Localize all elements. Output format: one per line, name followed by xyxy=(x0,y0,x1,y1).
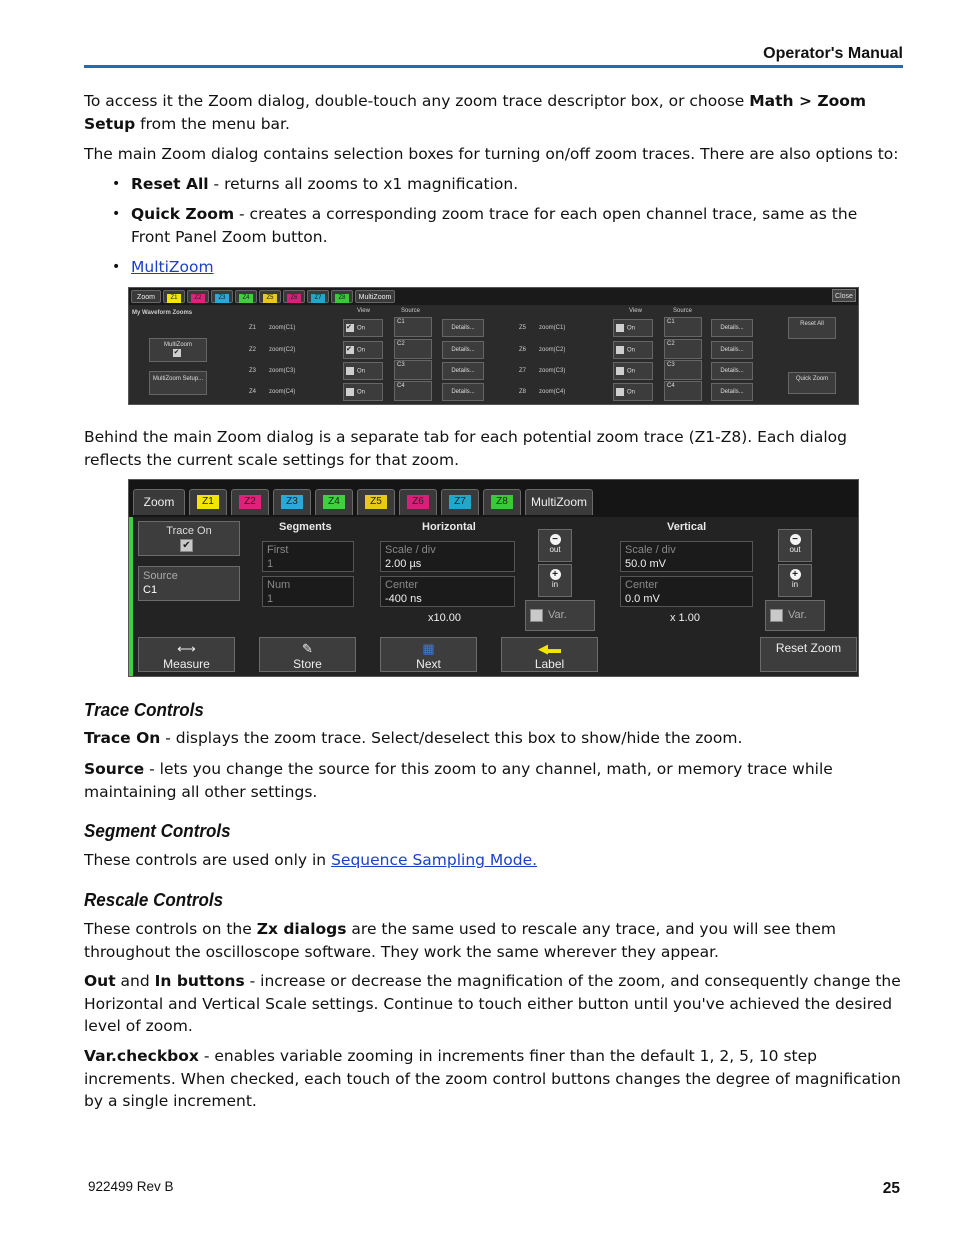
z5-details-button[interactable]: Details... xyxy=(711,319,753,337)
check-icon: ✔ xyxy=(173,349,180,356)
row-z1-label: Z1 xyxy=(249,325,257,331)
check-icon: ✔ xyxy=(180,539,193,552)
vertical-in-button[interactable]: + in xyxy=(778,564,812,597)
row-z7-name: zoom(C3) xyxy=(539,368,566,374)
source-field[interactable]: Source C1 xyxy=(138,566,240,601)
z3-details-button[interactable]: Details... xyxy=(442,362,484,380)
multizoom-link[interactable]: MultiZoom xyxy=(131,258,214,276)
vertical-out-button[interactable]: − out xyxy=(778,529,812,562)
z4-on-checkbox[interactable]: On xyxy=(343,383,383,401)
z5-source-field[interactable]: C1 xyxy=(664,317,702,337)
trace-controls-heading: Trace Controls xyxy=(84,699,204,720)
tab-z1[interactable]: Z1 xyxy=(163,290,185,303)
store-button[interactable]: ✎ Store xyxy=(259,637,356,672)
intro-paragraph-2: The main Zoom dialog contains selection boxes for turning on/off zoom traces. There are also options to: xyxy=(84,145,899,163)
vertical-heading: Vertical xyxy=(667,521,707,533)
z7-source-field[interactable]: C3 xyxy=(664,360,702,380)
manual-title: Operator's Manual xyxy=(763,45,903,62)
quick-zoom-button[interactable]: Quick Zoom xyxy=(788,372,836,394)
tab-z8[interactable]: Z8 xyxy=(483,489,521,515)
page-header xyxy=(84,45,903,65)
tab-z6[interactable]: Z6 xyxy=(283,290,305,303)
measure-icon: ⟷ xyxy=(177,641,196,656)
z8-source-field[interactable]: C4 xyxy=(664,381,702,401)
num-field[interactable]: Num 1 xyxy=(262,576,354,607)
tab-z2[interactable]: Z2 xyxy=(231,489,269,515)
col-source-right: Source xyxy=(673,308,693,314)
z3-on-checkbox[interactable]: On xyxy=(343,362,383,380)
tab-z4[interactable]: Z4 xyxy=(315,489,353,515)
row-z4-label: Z4 xyxy=(249,389,257,395)
horizontal-out-button[interactable]: − out xyxy=(538,529,572,562)
trace-on-paragraph: Trace On - displays the zoom trace. Select/deselect this box to show/hide the zoom. xyxy=(84,729,743,747)
row-z8-label: Z8 xyxy=(519,389,527,395)
multizoom-button[interactable]: MultiZoom ✔ xyxy=(149,338,207,362)
header-rule xyxy=(84,65,903,68)
label-icon: ◀▬ xyxy=(538,641,561,656)
out-in-paragraph: Out and In buttons - increase or decrease the magnification of the zoom, and consequently change the Horizontal and Vertical Scale settings. Continue to touch either button until you've achieved the desired level of zoom. xyxy=(84,972,901,1035)
middle-paragraph: Behind the main Zoom dialog is a separate tab for each potential zoom trace (Z1-Z8). Each dialog reflects the current scale settings for that zoom. xyxy=(84,428,847,469)
doc-number: 922499 Rev B xyxy=(88,1179,174,1194)
row-z5-label: Z5 xyxy=(519,325,527,331)
z2-details-button[interactable]: Details... xyxy=(442,341,484,359)
vertical-var-checkbox[interactable]: Var. xyxy=(765,600,825,631)
horizontal-multiplier: x10.00 xyxy=(428,612,462,624)
zoom-dialog-screenshot xyxy=(128,287,859,405)
tab-z7[interactable]: Z7 xyxy=(441,489,479,515)
z3-source-field[interactable]: C3 xyxy=(394,360,432,380)
store-icon: ✎ xyxy=(302,641,313,656)
next-icon: ▦ xyxy=(422,641,435,656)
z6-source-field[interactable]: C2 xyxy=(664,339,702,359)
trace-on-checkbox[interactable]: Trace On ✔ xyxy=(138,521,240,556)
z2-source-field[interactable]: C2 xyxy=(394,339,432,359)
rescale-controls-heading: Rescale Controls xyxy=(84,889,224,910)
page-number: 25 xyxy=(882,1180,900,1197)
vertical-center-field[interactable]: Center 0.0 mV xyxy=(620,576,753,607)
z8-on-checkbox[interactable]: On xyxy=(613,383,653,401)
zoom-in-icon: + xyxy=(790,569,801,580)
horizontal-center-field[interactable]: Center -400 ns xyxy=(380,576,515,607)
horizontal-in-button[interactable]: + in xyxy=(538,564,572,597)
row-z5-name: zoom(C1) xyxy=(539,325,566,331)
z2-on-checkbox[interactable]: ✔ On xyxy=(343,341,383,359)
row-z2-name: zoom(C2) xyxy=(269,347,296,353)
segment-controls-heading: Segment Controls xyxy=(84,820,231,841)
tab-z3[interactable]: Z3 xyxy=(211,290,233,303)
row-z6-label: Z6 xyxy=(519,347,527,353)
row-z4-name: zoom(C4) xyxy=(269,389,296,395)
zoom-out-icon: − xyxy=(550,534,561,545)
tab-z5[interactable]: Z5 xyxy=(357,489,395,515)
z5-on-checkbox[interactable]: On xyxy=(613,319,653,337)
z6-details-button[interactable]: Details... xyxy=(711,341,753,359)
next-button[interactable]: ▦ Next xyxy=(380,637,477,672)
tab-multizoom[interactable]: MultiZoom xyxy=(525,489,593,515)
source-paragraph: Source - lets you change the source for this zoom to any channel, math, or memory trace while maintaining all other settings. xyxy=(84,760,833,801)
z1-on-checkbox[interactable]: ✔ On xyxy=(343,319,383,337)
z4-details-button[interactable]: Details... xyxy=(442,383,484,401)
row-z1-name: zoom(C1) xyxy=(269,325,296,331)
tab-z6[interactable]: Z6 xyxy=(399,489,437,515)
bullet-dot: • xyxy=(112,206,121,222)
horizontal-scale-field[interactable]: Scale / div 2.00 µs xyxy=(380,541,515,572)
section-label: My Waveform Zooms xyxy=(132,310,193,316)
first-field[interactable]: First 1 xyxy=(262,541,354,572)
sequence-sampling-link[interactable]: Sequence Sampling Mode. xyxy=(331,851,538,869)
bullet-dot: • xyxy=(112,176,121,192)
horizontal-var-checkbox[interactable]: Var. xyxy=(525,600,595,631)
tab-accent-strip xyxy=(129,517,133,677)
zoom-in-icon: + xyxy=(550,569,561,580)
z1-source-field[interactable]: C1 xyxy=(394,317,432,337)
tab-z3[interactable]: Z3 xyxy=(273,489,311,515)
segments-heading: Segments xyxy=(279,521,332,533)
row-z6-name: zoom(C2) xyxy=(539,347,566,353)
z7-details-button[interactable]: Details... xyxy=(711,362,753,380)
close-button[interactable]: Close xyxy=(832,289,856,302)
multizoom-setup-button[interactable]: MultiZoom Setup... xyxy=(149,371,207,395)
col-view-right: View xyxy=(629,308,642,314)
z4-source-field[interactable]: C4 xyxy=(394,381,432,401)
row-z3-name: zoom(C3) xyxy=(269,368,296,374)
col-source-left: Source xyxy=(401,308,421,314)
bullet-dot: • xyxy=(112,259,121,275)
zoom-out-icon: − xyxy=(790,534,801,545)
z6-on-checkbox[interactable]: On xyxy=(613,341,653,359)
measure-button[interactable]: ⟷ Measure xyxy=(138,637,235,672)
reset-all-button[interactable]: Reset All xyxy=(788,317,836,339)
checkbox-icon xyxy=(770,609,783,622)
tab-multizoom[interactable]: MultiZoom xyxy=(355,290,395,303)
reset-zoom-button[interactable]: Reset Zoom xyxy=(760,637,857,672)
tab-z1[interactable]: Z1 xyxy=(189,489,227,515)
label-button[interactable]: ◀▬ Label xyxy=(501,637,598,672)
z7-on-checkbox[interactable]: On xyxy=(613,362,653,380)
tab-z2[interactable]: Z2 xyxy=(187,290,209,303)
row-z2-label: Z2 xyxy=(249,347,257,353)
vertical-scale-field[interactable]: Scale / div 50.0 mV xyxy=(620,541,753,572)
zx-dialog-screenshot xyxy=(128,479,859,677)
var-paragraph: Var.checkbox - enables variable zooming in increments finer than the default 1, 2, 5, 10 step increments. When checked, each touch of the zoom control buttons changes the degree of magnification by a single increment. xyxy=(84,1047,901,1110)
horizontal-heading: Horizontal xyxy=(422,521,476,533)
segment-paragraph: These controls are used only in Sequence Sampling Mode. xyxy=(84,851,538,869)
tab-zoom[interactable]: Zoom xyxy=(131,290,161,303)
row-z3-label: Z3 xyxy=(249,368,257,374)
tab-z7[interactable]: Z7 xyxy=(307,290,329,303)
row-z7-label: Z7 xyxy=(519,368,527,374)
z8-details-button[interactable]: Details... xyxy=(711,383,753,401)
checkbox-icon xyxy=(530,609,543,622)
tab-zoom[interactable]: Zoom xyxy=(133,489,185,515)
z1-details-button[interactable]: Details... xyxy=(442,319,484,337)
col-view-left: View xyxy=(357,308,370,314)
rescale-paragraph: These controls on the Zx dialogs are the same used to rescale any trace, and you will see them throughout the oscilloscope software. They work the same wherever they appear. xyxy=(84,920,836,961)
tab-bar xyxy=(129,288,858,305)
tab-z4[interactable]: Z4 xyxy=(235,290,257,303)
tab-z8[interactable]: Z8 xyxy=(331,290,353,303)
intro-paragraph-1: To access it the Zoom dialog, double-touch any zoom trace descriptor box, or choose Math > Zoom Setup from the menu bar. xyxy=(84,92,867,133)
vertical-multiplier: x 1.00 xyxy=(670,612,700,624)
tab-bar xyxy=(129,480,858,517)
tab-z5[interactable]: Z5 xyxy=(259,290,281,303)
row-z8-name: zoom(C4) xyxy=(539,389,566,395)
